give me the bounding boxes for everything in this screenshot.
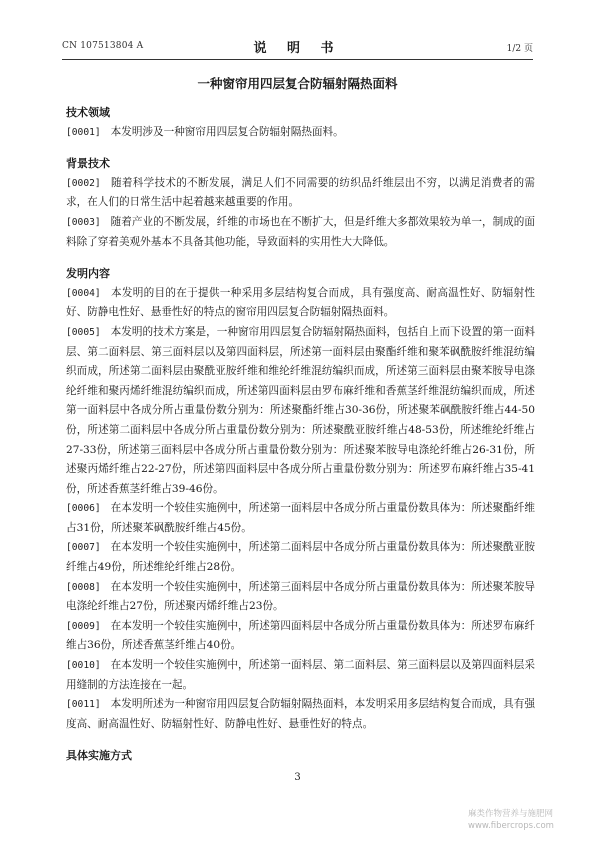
paragraph-text: 在本发明一个较佳实施例中，所述第一面料层、第二面料层、第三面料层以及第四面料层采用缝制的方法连接在一起。: [66, 659, 535, 691]
paragraph-text: 本发明涉及一种窗帘用四层复合防辐射隔热面料。: [110, 125, 344, 138]
section-summary: [66, 264, 535, 734]
paragraph: [66, 538, 535, 577]
paragraph-number: [0002]: [66, 177, 101, 189]
watermark: [468, 808, 586, 832]
paragraph: [66, 499, 535, 538]
paragraph: [66, 213, 535, 252]
paragraph-number: [0003]: [66, 216, 101, 228]
section-background: [66, 154, 535, 252]
paragraph-number: [0005]: [66, 326, 101, 338]
paragraph-number: [0001]: [66, 126, 101, 138]
paragraph-text: 在本发明一个较佳实施例中，所述第四面料层中各成分所占重量份数具体为：所述罗布麻纤维占36份，所述香蕉茎纤维占40份。: [66, 619, 535, 652]
paragraph: [66, 284, 535, 323]
section-heading: 背景技术: [66, 157, 110, 171]
document-type: 说 明 书: [253, 41, 342, 56]
paragraph: [66, 123, 535, 143]
page-info: 1/2 页: [506, 44, 533, 54]
paragraph-number: [0009]: [66, 620, 101, 632]
paragraph: [66, 578, 535, 617]
watermark-line: 麻类作物营养与施肥网: [468, 809, 554, 819]
paragraph-text: 本发明所述为一种窗帘用四层复合防辐射隔热面料，本发明采用多层结构复合而成，具有强度高、耐高温性好、防辐射性好、防静电性好、悬垂性好的特点。: [66, 698, 535, 730]
paragraph-text: 本发明的目的在于提供一种采用多层结构复合而成，具有强度高、耐高温性好、防辐射性好、防静电性好、悬垂性好的特点的窗帘用四层复合防辐射隔热面料。: [66, 286, 535, 319]
paragraph: [66, 617, 535, 656]
page-header: [62, 37, 533, 57]
paragraph-text: 在本发明一个较佳实施例中，所述第三面料层中各成分所占重量份数具体为：所述聚苯胺导电涤纶纤维占27份，所述聚丙烯纤维占23份。: [66, 580, 535, 613]
paragraph: [66, 656, 535, 695]
paragraph-text: 随着科学技术的不断发展，满足人们不同需要的纺织品纤维层出不穷，以满足消费者的需求，在人们的日常生活中起着越来越重要的作用。: [66, 176, 535, 209]
section-detailed-description: [66, 746, 535, 766]
paragraph: [66, 323, 535, 499]
patent-number: CN 107513804 A: [62, 41, 144, 51]
section-technical-field: [66, 103, 535, 142]
paragraph-number: [0008]: [66, 581, 101, 593]
document-title: 一种窗帘用四层复合防辐射隔热面料: [197, 76, 398, 91]
paragraph: [66, 695, 535, 734]
paragraph-number: [0006]: [66, 503, 101, 515]
paragraph-number: [0004]: [66, 287, 101, 299]
paragraph-text: 在本发明一个较佳实施例中，所述第二面料层中各成分所占重量份数具体为：所述聚酰亚胺纤维占49份，所述维纶纤维占28份。: [66, 541, 535, 574]
paragraph-text: 随着产业的不断发展，纤维的市场也在不断扩大，但是纤维大多都效果较为单一，制成的面料除了穿着美观外基本不具备其他功能，导致面料的实用性大大降低。: [66, 215, 535, 248]
header-divider: [62, 59, 533, 60]
paragraph-number: [0011]: [66, 699, 101, 711]
section-heading: 发明内容: [66, 267, 110, 281]
paragraph-number: [0007]: [66, 542, 101, 554]
watermark-line: www.fibercrops.com: [468, 821, 554, 831]
paragraph-text: 本发明的技术方案是，一种窗帘用四层复合防辐射隔热面料，包括自上而下设置的第一面料层、第二面料层、第三面料层以及第四面料层，所述第一面料层由聚酯纤维和聚苯砜酰胺纤维混纺编织而成，所述第二面料层由聚酰亚胺纤维和维纶纤维混纺编织而成，所述第三面料层由聚苯胺导电涤纶纤维和聚丙烯纤维混纺编织而成，所述第四面料层由罗布麻纤维和香蕉茎纤维混纺编织而成，所述第一面料层中各成分所占重量份数分别为：所述聚酯纤维占30-36份，所述聚苯砜酰胺纤维占44-50份，所述第二面料层中各成分所占重量份数分别为：所述聚酰亚胺纤维占48-53份，所述维纶纤维占27-33份，所述第三面料层中各成分所占重量份数分别为：所述聚苯胺导电涤纶纤维占26-31份，所述聚丙烯纤维占22-27份，所述第四面料层中各成分所占重量份数分别为：所述罗布麻纤维占35-41份，所述香蕉茎纤维占39-46份。: [66, 325, 535, 495]
paragraph: [66, 174, 535, 213]
paragraph-number: [0010]: [66, 660, 101, 672]
section-heading: 技术领域: [66, 106, 110, 119]
section-heading: 具体实施方式: [66, 749, 132, 763]
document-body: [66, 103, 535, 778]
paragraph-text: 在本发明一个较佳实施例中，所述第一面料层中各成分所占重量份数具体为：所述聚酯纤维占31份，所述聚苯砜酰胺纤维占45份。: [66, 502, 535, 534]
page-number: 3: [294, 772, 301, 783]
